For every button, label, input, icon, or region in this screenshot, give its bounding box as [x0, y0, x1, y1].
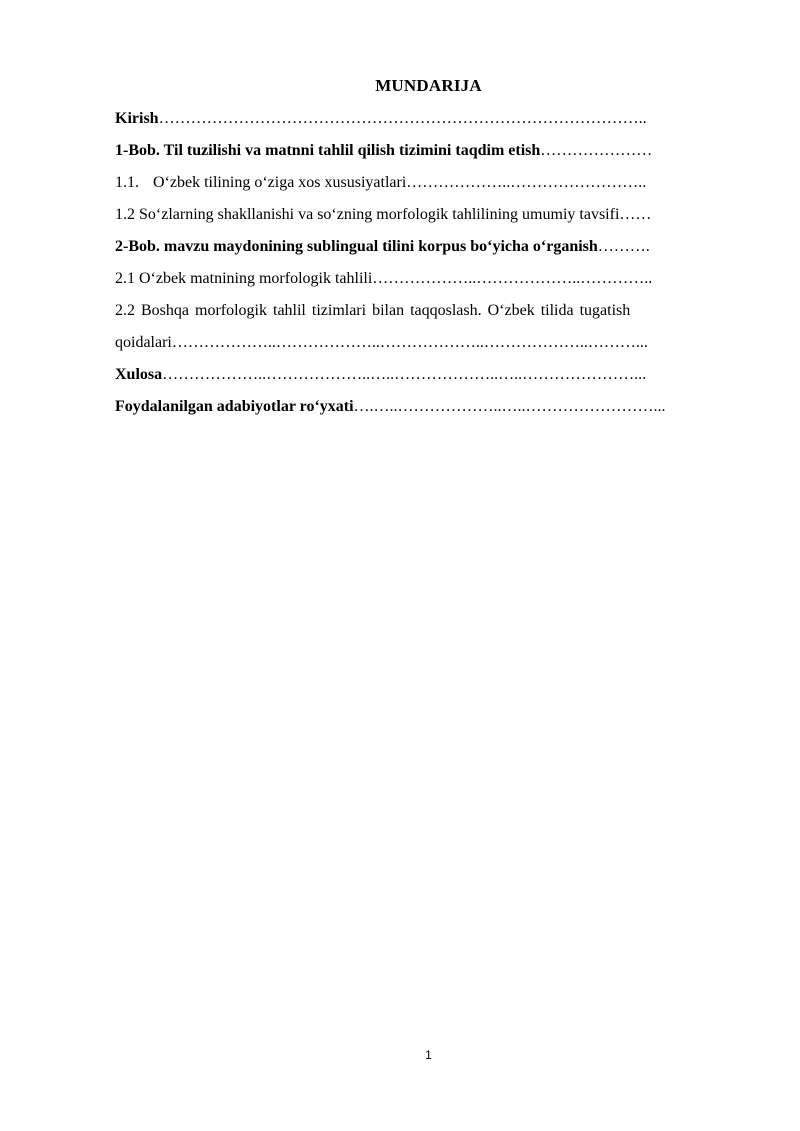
- toc-leader-dots: ………………………………………………………………………………..: [158, 110, 647, 127]
- toc-entry-text: qoidalari: [115, 334, 172, 351]
- toc-entry-text: 2-Bob. mavzu maydonining sublingual tilini korpus bo‘yicha o‘rganish: [115, 238, 598, 255]
- toc-leader-dots: ………………..………………..………………..………………..………...: [171, 334, 648, 351]
- toc-entry-text: 1-Bob. Til tuzilishi va matnni tahlil qilish tizimini taqdim etish: [115, 142, 541, 159]
- toc-leader-dots: ………………..……………………..: [406, 174, 647, 191]
- toc-entry-kirish[interactable]: [115, 107, 742, 131]
- toc-leader-dots: ……….: [597, 238, 650, 255]
- toc-entry-section-1-2[interactable]: [115, 203, 742, 227]
- toc-leader-dots: ….…..………………..…..……………………...: [353, 398, 666, 415]
- toc-entry-bibliography[interactable]: [115, 395, 742, 419]
- toc-entry-text: 1.2 So‘zlarning shakllanishi va so‘zning morfologik tahlilining umumiy tavsifi: [115, 206, 620, 223]
- toc-entry-section-1-1[interactable]: [115, 171, 742, 195]
- toc-entry-text: 2.1 O‘zbek matnining morfologik tahlili: [115, 270, 373, 287]
- toc-entry-section-2-2[interactable]: [115, 299, 742, 355]
- table-of-contents: [115, 107, 742, 427]
- toc-entry-text: O‘zbek tilining o‘ziga xos xususiyatlari: [153, 174, 407, 191]
- toc-leader-dots: ………………..………………..…………..: [372, 270, 653, 287]
- toc-entry-text: 2.2 Boshqa morfologik tahlil tizimlari bilan taqqoslash. O‘zbek tilida tugatish: [115, 302, 631, 319]
- toc-entry-text: Foydalanilgan adabiyotlar ro‘yxati: [115, 398, 354, 415]
- toc-leader-dots: …………………: [540, 142, 653, 159]
- page-number: 1: [425, 1048, 432, 1062]
- toc-leader-dots: ………………..………………..…..………………..…..…………………...: [162, 366, 647, 383]
- toc-entry-text: Kirish: [115, 110, 159, 127]
- toc-entry-text: Xulosa: [115, 366, 163, 383]
- toc-entry-continuation: [115, 331, 742, 355]
- toc-entry-chapter-1[interactable]: [115, 139, 742, 163]
- toc-entry-chapter-2[interactable]: [115, 235, 742, 259]
- toc-entry-section-2-1[interactable]: [115, 267, 742, 291]
- toc-entry-xulosa[interactable]: [115, 363, 742, 387]
- toc-leader-dots: ……: [619, 206, 652, 223]
- page-title: MUNDARIJA: [375, 76, 482, 95]
- toc-entry-number: 1.1.: [115, 174, 139, 191]
